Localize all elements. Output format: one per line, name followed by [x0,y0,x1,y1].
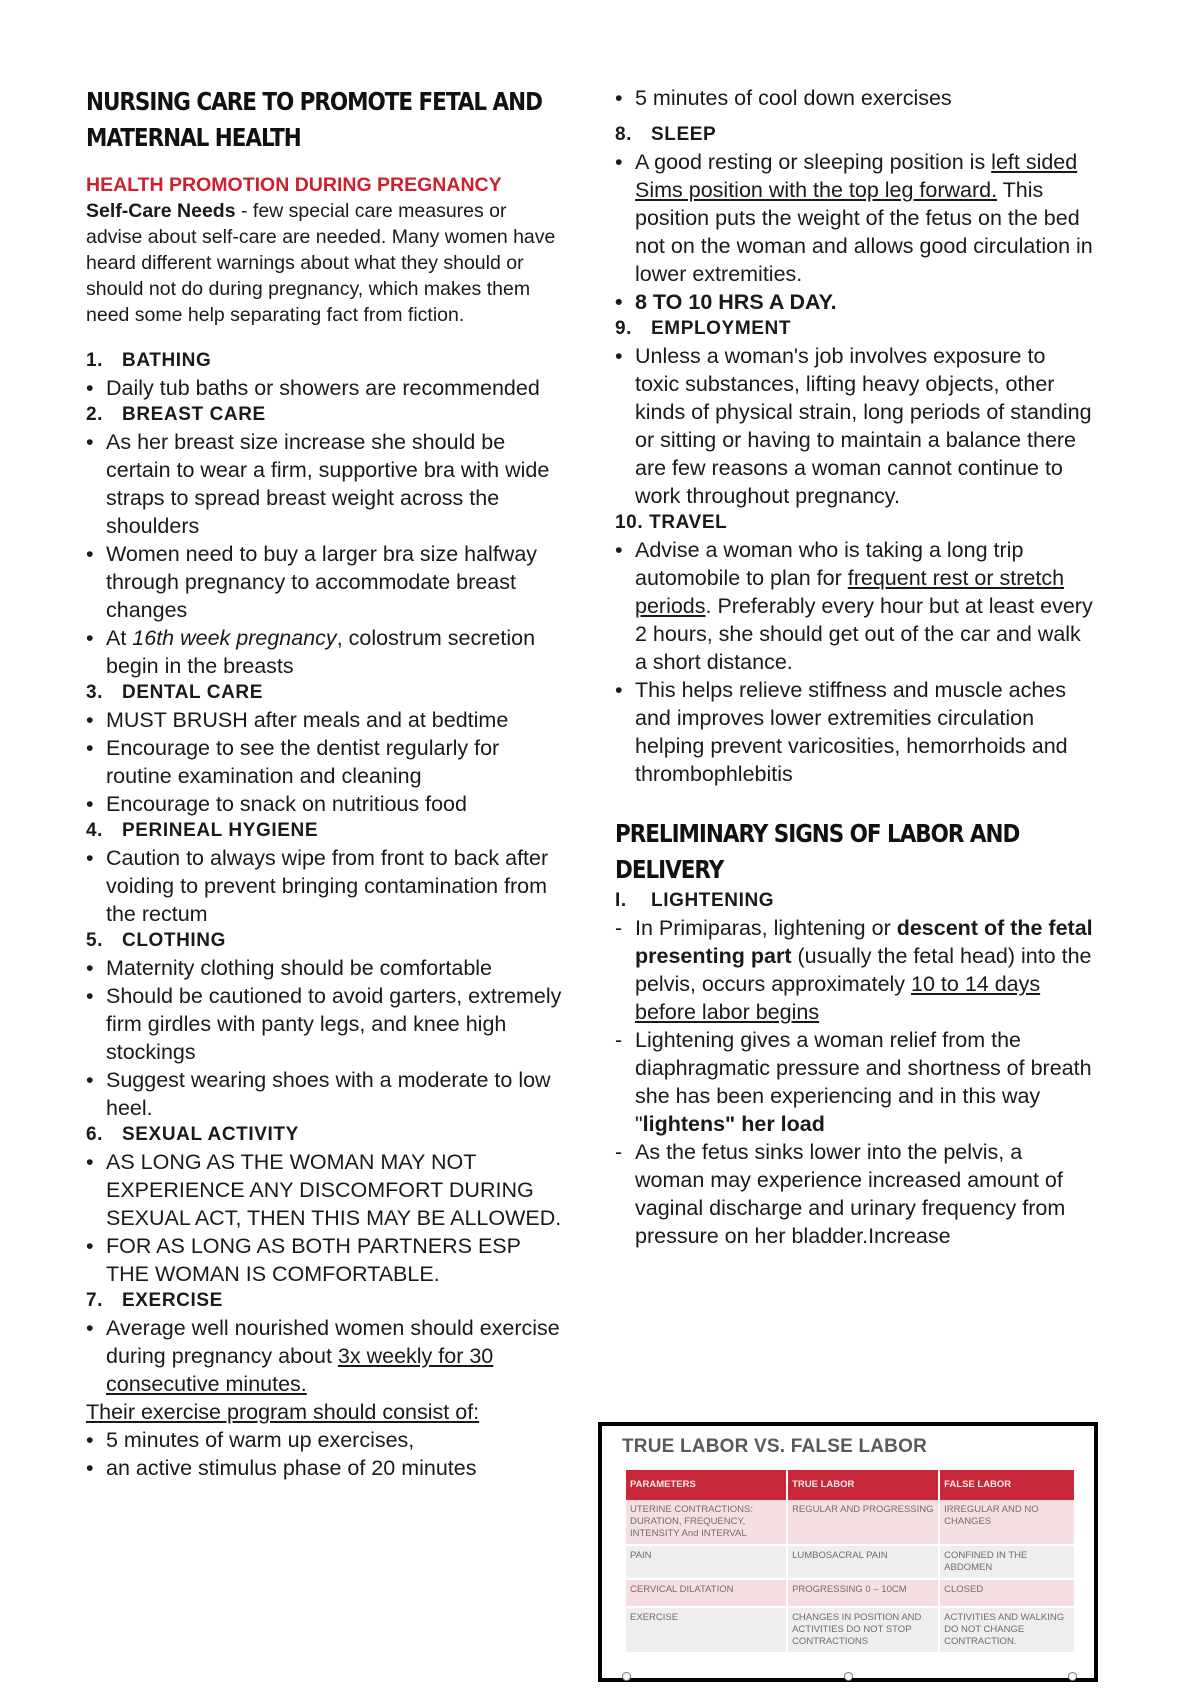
intro-text: - few special care measures or advise about self-care are needed. Many women have heard different warnings about what they should or should not do during pregnancy, which makes them need some help separating fact from fiction. [86,200,556,326]
list-item: • MUST BRUSH after meals and at bedtime [86,708,509,732]
table-cell: CLOSED [939,1579,1074,1607]
heading-employment: 9. EMPLOYMENT [615,318,792,339]
table-cell: IRREGULAR AND NO CHANGES [939,1500,1074,1545]
heading-exercise: 7. EXERCISE [86,1290,223,1311]
labor-table [626,1470,1074,1652]
labor-table-title: TRUE LABOR VS. FALSE LABOR [622,1436,927,1457]
heading-travel: 10. TRAVEL [615,512,728,533]
list-item: • Advise a woman who is taking a long trip automobile to plan for frequent rest or stretch periods. Preferably every hour but at least every 2 hours, she should get out of the car and walk a short distance. [615,538,1093,674]
heading-bathing: 1. BATHING [86,350,212,371]
list-item: - Lightening gives a woman relief from the diaphragmatic pressure and shortness of breath she has been experiencing and in this way "lightens" her load [615,1028,1092,1136]
list-item: • Average well nourished women should exercise during pregnancy about 3x weekly for 30 consecutive minutes. [86,1316,560,1396]
section-title-line-1: PRELIMINARY SIGNS OF LABOR AND [615,819,1020,848]
list-item: • Daily tub baths or showers are recommended [86,376,540,400]
table-cell: ACTIVITIES AND WALKING DO NOT CHANGE CONTRACTION. [939,1607,1074,1652]
heading-sleep: 8. SLEEP [615,124,717,145]
section-subheading: HEALTH PROMOTION DURING PREGNANCY [86,174,502,196]
table-cell: UTERINE CONTRACTIONS: DURATION, FREQUENCY, INTENSITY And INTERVAL [626,1500,787,1545]
list-item: • Maternity clothing should be comfortable [86,956,493,980]
resize-handle[interactable] [844,1672,853,1681]
list-item: • Suggest wearing shoes with a moderate to low heel. [86,1068,551,1120]
heading-sexual-activity: 6. SEXUAL ACTIVITY [86,1124,299,1145]
resize-handle[interactable] [622,1672,631,1681]
list-item: • Caution to always wipe from front to back after voiding to prevent bringing contamination from the rectum [86,846,549,926]
list-item: • AS LONG AS THE WOMAN MAY NOT EXPERIENCE ANY DISCOMFORT DURING SEXUAL ACT, THEN THIS MAY BE ALLOWED. [86,1150,562,1230]
list-item: • A good resting or sleeping position is left sided Sims position with the top leg forward. This position puts the weight of the fetus on the bed not on the woman and allows good circulation in lower extremities. [615,150,1093,286]
table-row [626,1545,1074,1579]
intro-paragraph [86,198,568,328]
list-item: • Women need to buy a larger bra size halfway through pregnancy to accommodate breast changes [86,542,538,622]
list-item: • FOR AS LONG AS BOTH PARTNERS ESP THE WOMAN IS COMFORTABLE. [86,1234,521,1286]
table-row [626,1579,1074,1607]
heading-dental-care: 3. DENTAL CARE [86,682,264,703]
list-item: • 8 TO 10 HRS A DAY. [615,290,837,314]
table-cell: LUMBOSACRAL PAIN [787,1545,939,1579]
table-cell: CONFINED IN THE ABDOMEN [939,1545,1074,1579]
heading-lightening: I. LIGHTENING [615,890,775,911]
right-column [615,84,1095,1250]
table-cell: EXERCISE [626,1607,787,1652]
labor-comparison-image [598,1422,1098,1682]
resize-handle[interactable] [1068,1672,1077,1681]
table-cell: CERVICAL DILATATION [626,1579,787,1607]
list-item: • At 16th week pregnancy, colostrum secretion begin in the breasts [86,626,536,678]
list-item: • This helps relieve stiffness and muscle aches and improves lower extremities circulation helping prevent varicosities, hemorrhoids and thrombophlebitis [615,678,1068,786]
table-row [626,1607,1074,1652]
table-cell: PAIN [626,1545,787,1579]
list-item: • Encourage to snack on nutritious food [86,792,467,816]
page-title-line-1: NURSING CARE TO PROMOTE FETAL AND [86,87,542,116]
table-row [626,1500,1074,1545]
table-header: PARAMETERS [626,1470,787,1500]
left-column [86,84,568,1482]
list-item: • As her breast size increase she should be certain to wear a firm, supportive bra with wide straps to spread breast weight across the shoulders [86,430,550,538]
exercise-program-line: Their exercise program should consist of: [86,1400,480,1424]
section-title-line-2: DELIVERY [615,855,724,884]
heading-breast-care: 2. BREAST CARE [86,404,266,425]
intro-bold-term: Self-Care Needs [86,200,236,222]
table-cell: CHANGES IN POSITION AND ACTIVITIES DO NOT STOP CONTRACTIONS [787,1607,939,1652]
list-item: • Should be cautioned to avoid garters, extremely firm girdles with panty legs, and knee high stockings [86,984,562,1064]
page-title-line-2: MATERNAL HEALTH [86,123,301,152]
table-cell: REGULAR AND PROGRESSING [787,1500,939,1545]
table-header: TRUE LABOR [787,1470,939,1500]
heading-perineal-hygiene: 4. PERINEAL HYGIENE [86,820,319,841]
list-item: • Encourage to see the dentist regularly for routine examination and cleaning [86,736,500,788]
list-item: - In Primiparas, lightening or descent of the fetal presenting part (usually the fetal head) into the pelvis, occurs approximately 10 to 14 days before labor begins [615,916,1093,1024]
list-item: • 5 minutes of warm up exercises, [86,1428,415,1452]
list-item: • 5 minutes of cool down exercises [615,86,952,110]
table-header: FALSE LABOR [939,1470,1074,1500]
list-item: • Unless a woman's job involves exposure to toxic substances, lifting heavy objects, other kinds of physical strain, long periods of standing or sitting or having to maintain a balance there are few reasons a woman cannot continue to work throughout pregnancy. [615,344,1092,508]
list-item: • an active stimulus phase of 20 minutes [86,1456,477,1480]
table-cell: PROGRESSING 0 – 10CM [787,1579,939,1607]
list-item: - As the fetus sinks lower into the pelvis, a woman may experience increased amount of vaginal discharge and urinary frequency from pressure on her bladder.Increase [615,1140,1066,1248]
heading-clothing: 5. CLOTHING [86,930,227,951]
